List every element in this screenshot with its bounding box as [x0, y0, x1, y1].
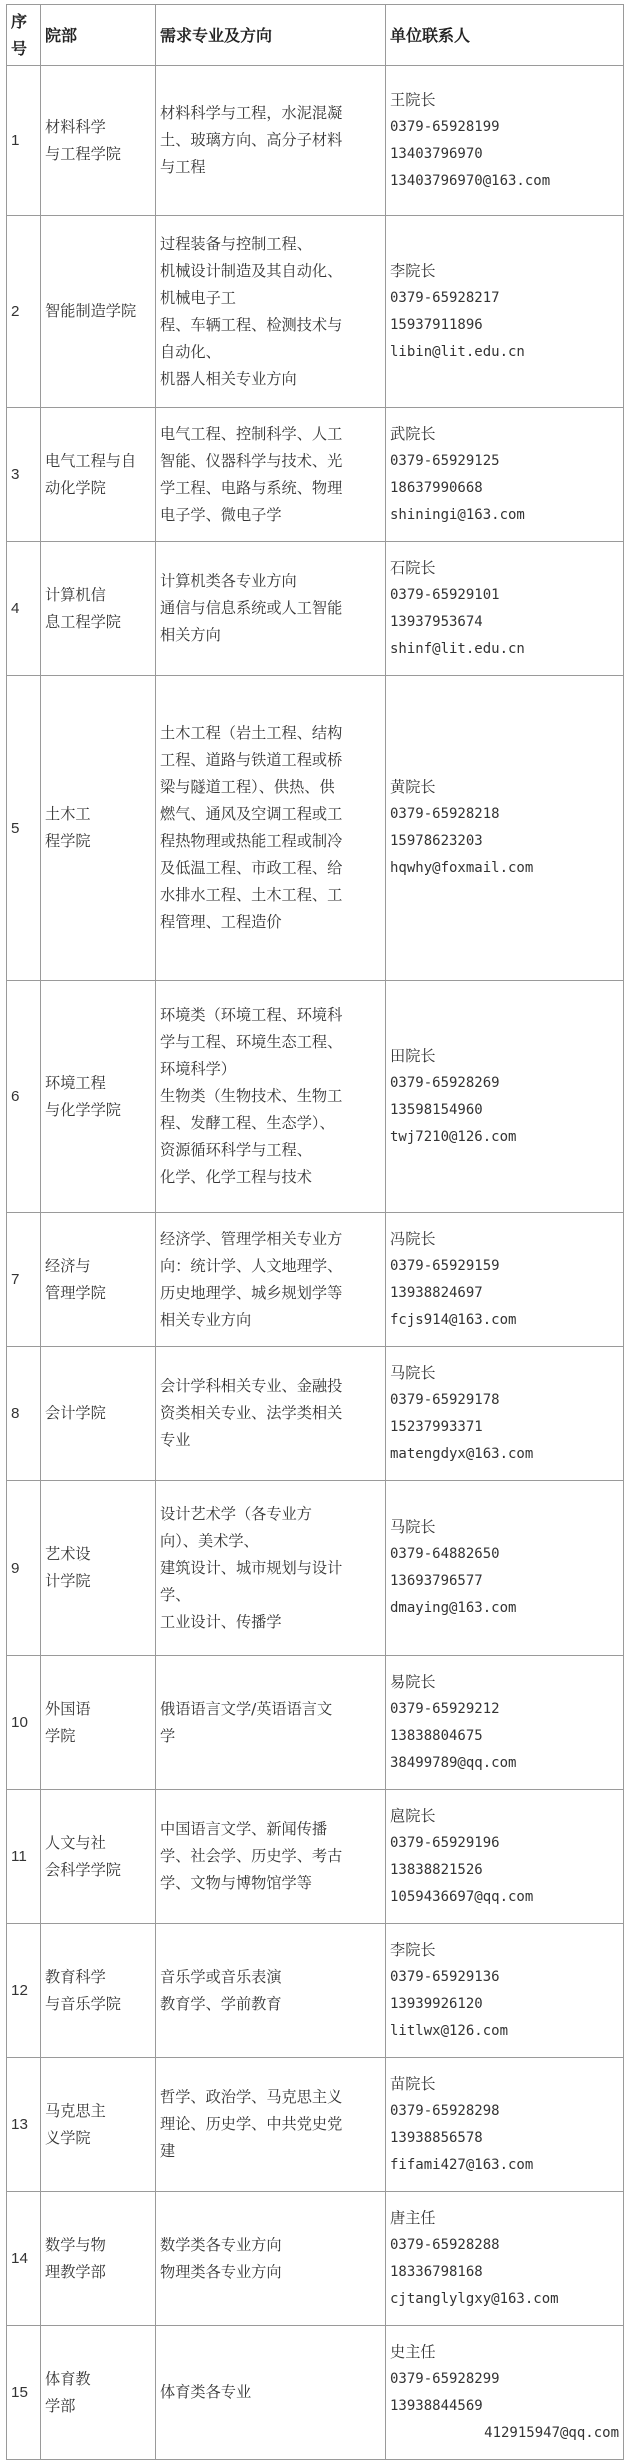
table-row	[7, 2192, 624, 2326]
contact-mobile: 18336798168	[390, 2263, 483, 2280]
header-num: 序号	[7, 5, 41, 66]
contact-phone: 0379-64882650	[390, 1546, 500, 1562]
majors-line: 程、发酵工程、生态学）、	[160, 1114, 335, 1132]
contact-cell	[386, 2192, 624, 2326]
majors-line: 设计艺术学（各专业方	[160, 1504, 312, 1523]
department-line: 会计学院	[45, 1404, 106, 1422]
department-cell	[41, 2326, 156, 2460]
contact-name: 李院长	[390, 261, 436, 280]
department-line: 电气工程与自	[45, 451, 137, 470]
department-cell	[41, 1656, 156, 1790]
majors-line: 学、	[160, 1585, 191, 1604]
department-line: 学院	[45, 1726, 76, 1745]
table-row	[7, 216, 624, 408]
contact-mobile: 15937911896	[390, 316, 483, 333]
contact-name: 苗院长	[390, 2074, 436, 2093]
contact-email[interactable]: 1059436697@qq.com	[390, 1888, 534, 1905]
department-cell	[41, 676, 156, 981]
header-dept: 院部	[41, 5, 156, 66]
contact-phone: 0379-65928269	[390, 1074, 500, 1091]
majors-cell	[156, 66, 386, 216]
contact-mobile: 13838821526	[390, 1861, 483, 1878]
contact-email[interactable]: twj7210@126.com	[390, 1128, 517, 1145]
majors-line: 电气工程、控制科学、人工	[160, 424, 343, 443]
department-line: 义学院	[45, 2128, 91, 2147]
majors-line: 材料科学与工程，水泥混凝	[160, 104, 343, 122]
majors-line: 数学类各专业方向	[160, 2235, 282, 2254]
department-line: 会科学学院	[45, 1860, 121, 1879]
contact-cell	[386, 676, 624, 981]
contact-mobile: 13938844569	[390, 2397, 483, 2414]
majors-line: 学工程、电路与系统、物理	[160, 478, 343, 497]
row-number: 4	[7, 542, 41, 676]
contact-cell	[386, 981, 624, 1213]
contact-mobile: 13693796577	[390, 1573, 483, 1589]
majors-line: 物理类各专业方向	[160, 2262, 282, 2281]
department-line: 程学院	[45, 832, 91, 850]
majors-line: 与工程	[160, 158, 206, 176]
contact-email[interactable]: fifami427@163.com	[390, 2156, 534, 2173]
contact-cell	[386, 1656, 624, 1790]
row-number: 15	[7, 2326, 41, 2460]
department-cell	[41, 2058, 156, 2192]
majors-cell	[156, 1481, 386, 1656]
majors-line: 教育学、学前教育	[160, 1994, 282, 2013]
table-row	[7, 408, 624, 542]
department-line: 马克思主	[45, 2101, 106, 2120]
majors-line: 经济学、管理学相关专业方	[160, 1229, 343, 1248]
majors-line: 音乐学或音乐表演	[160, 1967, 282, 1986]
majors-cell	[156, 2192, 386, 2326]
majors-line: 生物类（生物技术、生物工	[160, 1087, 343, 1105]
row-number: 9	[7, 1481, 41, 1656]
majors-line: 体育类各专业	[160, 2383, 252, 2401]
majors-line: 环境类（环境工程、环境科	[160, 1006, 343, 1024]
contact-name: 冯院长	[390, 1229, 436, 1248]
department-line: 理教学部	[45, 2262, 106, 2281]
majors-line: 历史地理学、城乡规划学等	[160, 1283, 343, 1302]
majors-line: 智能、仪器科学与技术、光	[160, 451, 343, 470]
contact-email[interactable]: cjtanglylgxy@163.com	[390, 2290, 559, 2307]
department-line: 环境工程	[45, 1073, 106, 1092]
contact-mobile: 15237993371	[390, 1418, 483, 1435]
majors-line: 专业	[160, 1431, 191, 1449]
table-row	[7, 66, 624, 216]
majors-line: 学与工程、环境生态工程、	[160, 1033, 343, 1051]
contact-cell	[386, 408, 624, 542]
contact-mobile: 15978623203	[390, 833, 483, 849]
department-line: 艺术设	[45, 1545, 91, 1563]
majors-line: 哲学、政治学、马克思主义	[160, 2088, 343, 2106]
department-line: 与音乐学院	[45, 1994, 121, 2013]
department-cell	[41, 1347, 156, 1481]
table-header	[7, 5, 624, 66]
contact-mobile: 13938856578	[390, 2129, 483, 2146]
majors-cell	[156, 1656, 386, 1790]
contact-name: 黄院长	[390, 778, 436, 796]
department-line: 数学与物	[45, 2235, 106, 2254]
majors-cell	[156, 981, 386, 1213]
contact-phone: 0379-65929196	[390, 1834, 500, 1851]
table-row	[7, 676, 624, 981]
department-cell	[41, 2192, 156, 2326]
contact-name: 扈院长	[390, 1806, 436, 1825]
contact-email[interactable]: fcjs914@163.com	[390, 1311, 517, 1328]
majors-line: 程管理、工程造价	[160, 913, 282, 931]
majors-line: 机械电子工	[160, 288, 236, 307]
contact-name: 马院长	[390, 1363, 436, 1382]
row-number: 7	[7, 1213, 41, 1347]
majors-line: 水排水工程、土木工程、工	[160, 886, 343, 904]
contact-phone: 0379-65929136	[390, 1968, 500, 1985]
majors-cell	[156, 542, 386, 676]
majors-cell	[156, 2058, 386, 2192]
contact-phone: 0379-65929178	[390, 1391, 500, 1408]
department-cell	[41, 66, 156, 216]
majors-line: 自动化、	[160, 342, 221, 361]
table-row	[7, 2326, 624, 2460]
majors-line: 工业设计、传播学	[160, 1612, 282, 1631]
department-line: 动化学院	[45, 478, 106, 497]
majors-line: 程热物理或热能工程或制冷	[160, 832, 343, 850]
contact-name: 史主任	[390, 2342, 436, 2361]
table-row	[7, 981, 624, 1213]
table-row	[7, 1924, 624, 2058]
contact-email[interactable]: matengdyx@163.com	[390, 1445, 534, 1462]
majors-line: 电子学、微电子学	[160, 505, 282, 524]
majors-line: 相关专业方向	[160, 1310, 252, 1329]
contact-cell	[386, 1213, 624, 1347]
table-row	[7, 1656, 624, 1790]
contact-cell	[386, 542, 624, 676]
majors-cell	[156, 408, 386, 542]
header-contact: 单位联系人	[386, 5, 624, 66]
majors-line: 机器人相关专业方向	[160, 369, 297, 388]
contact-phone: 0379-65928299	[390, 2370, 500, 2387]
row-number: 1	[7, 66, 41, 216]
contact-cell	[386, 2058, 624, 2192]
table-body	[7, 66, 624, 2460]
majors-line: 计算机类各专业方向	[160, 572, 297, 590]
contact-cell	[386, 1481, 624, 1656]
contact-phone: 0379-65929212	[390, 1700, 500, 1717]
majors-line: 理论、历史学、中共党史党	[160, 2115, 343, 2133]
contact-email[interactable]: shiningi@163.com	[390, 506, 525, 523]
row-number: 5	[7, 676, 41, 981]
majors-line: 资源循环科学与工程、	[160, 1141, 312, 1159]
department-line: 息工程学院	[45, 612, 121, 631]
contact-cell	[386, 1347, 624, 1481]
contact-name: 武院长	[390, 424, 436, 443]
majors-line: 工程、道路与铁道工程或桥	[160, 751, 343, 769]
contact-cell	[386, 1790, 624, 1924]
contact-cell	[386, 216, 624, 408]
contact-name: 田院长	[390, 1046, 436, 1065]
contact-email[interactable]: 412915947@qq.com	[484, 2424, 619, 2441]
department-line: 教育科学	[45, 1967, 106, 1986]
contact-mobile: 18637990668	[390, 479, 483, 496]
contact-cell	[386, 2326, 624, 2460]
majors-line: 土、玻璃方向、高分子材料	[160, 131, 343, 149]
contact-email[interactable]: litlwx@126.com	[390, 2022, 509, 2039]
majors-line: 向：统计学、人文地理学、	[160, 1256, 343, 1275]
majors-cell	[156, 1790, 386, 1924]
department-line: 管理学院	[45, 1283, 106, 1302]
majors-cell	[156, 676, 386, 981]
department-cell	[41, 1213, 156, 1347]
department-line: 材料科学	[45, 117, 106, 136]
row-number: 10	[7, 1656, 41, 1790]
contact-phone: 0379-65929101	[390, 586, 500, 603]
majors-line: 会计学科相关专业、金融投	[160, 1377, 343, 1395]
contact-name: 李院长	[390, 1940, 436, 1959]
department-cell	[41, 1481, 156, 1656]
contact-mobile: 13403796970	[390, 145, 483, 162]
department-cell	[41, 1924, 156, 2058]
contact-name: 马院长	[390, 1518, 436, 1536]
contact-name: 易院长	[390, 1672, 436, 1691]
department-line: 智能制造学院	[45, 302, 137, 320]
contact-email[interactable]: hqwhy@foxmail.com	[390, 860, 534, 876]
majors-line: 土木工程（岩土工程、结构	[160, 724, 343, 742]
majors-line: 化学、化学工程与技术	[160, 1168, 312, 1186]
contact-phone: 0379-65928218	[390, 806, 500, 822]
majors-line: 环境科学）	[160, 1060, 236, 1078]
department-line: 经济与	[45, 1256, 91, 1275]
contact-mobile: 13937953674	[390, 613, 483, 630]
contact-mobile: 13598154960	[390, 1101, 483, 1118]
majors-line: 相关方向	[160, 626, 221, 644]
contact-phone: 0379-65929125	[390, 452, 500, 469]
header-majors: 需求专业及方向	[156, 5, 386, 66]
contact-email[interactable]: 38499789@qq.com	[390, 1754, 517, 1771]
contact-phone: 0379-65928217	[390, 289, 500, 306]
majors-line: 学	[160, 1726, 176, 1745]
contact-email[interactable]: 13403796970@163.com	[390, 172, 551, 189]
department-line: 与工程学院	[45, 144, 121, 163]
majors-line: 中国语言文学、新闻传播	[160, 1820, 328, 1838]
department-line: 学部	[45, 2396, 76, 2415]
majors-line: 俄语语言文学/英语语言文	[160, 1699, 333, 1718]
majors-line: 通信与信息系统或人工智能	[160, 599, 343, 617]
contact-email[interactable]: shinf@lit.edu.cn	[390, 640, 525, 657]
majors-cell	[156, 1924, 386, 2058]
department-line: 外国语	[45, 1699, 91, 1718]
row-number: 14	[7, 2192, 41, 2326]
department-line: 人文与社	[45, 1833, 106, 1852]
contact-name: 石院长	[390, 558, 436, 577]
majors-line: 及低温工程、市政工程、给	[160, 859, 343, 877]
majors-line: 程、车辆工程、检测技术与	[160, 315, 343, 334]
department-line: 体育教	[45, 2369, 91, 2388]
row-number: 2	[7, 216, 41, 408]
contact-phone: 0379-65928298	[390, 2102, 500, 2119]
table-row	[7, 2058, 624, 2192]
contact-cell	[386, 66, 624, 216]
majors-line: 向）、美术学、	[160, 1531, 259, 1550]
department-cell	[41, 981, 156, 1213]
contact-email[interactable]: libin@lit.edu.cn	[390, 343, 525, 360]
majors-line: 学、文物与博物馆学等	[160, 1874, 312, 1892]
contact-cell	[386, 1924, 624, 2058]
department-cell	[41, 1790, 156, 1924]
majors-line: 建	[160, 2142, 176, 2160]
row-number: 11	[7, 1790, 41, 1924]
contact-email[interactable]: dmaying@163.com	[390, 1600, 517, 1616]
majors-line: 机械设计制造及其自动化、	[160, 261, 343, 280]
contact-phone: 0379-65928199	[390, 118, 500, 135]
contact-name: 王院长	[390, 90, 436, 109]
table-row	[7, 542, 624, 676]
majors-cell	[156, 216, 386, 408]
department-line: 计学院	[45, 1572, 91, 1590]
row-number: 12	[7, 1924, 41, 2058]
department-cell	[41, 408, 156, 542]
contact-phone: 0379-65928288	[390, 2236, 500, 2253]
contact-mobile: 13939926120	[390, 1995, 483, 2012]
majors-line: 学、社会学、历史学、考古	[160, 1847, 343, 1865]
row-number: 6	[7, 981, 41, 1213]
department-line: 与化学学院	[45, 1100, 121, 1119]
majors-line: 梁与隧道工程）、供热、供	[160, 778, 335, 796]
department-cell	[41, 542, 156, 676]
majors-line: 资类相关专业、法学类相关	[160, 1404, 343, 1422]
contact-phone: 0379-65929159	[390, 1257, 500, 1274]
majors-cell	[156, 2326, 386, 2460]
department-cell	[41, 216, 156, 408]
row-number: 13	[7, 2058, 41, 2192]
majors-line: 过程装备与控制工程、	[160, 234, 312, 253]
majors-cell	[156, 1347, 386, 1481]
department-line: 计算机信	[45, 585, 106, 604]
recruitment-table	[6, 4, 624, 2460]
majors-line: 建筑设计、城市规划与设计	[160, 1558, 343, 1577]
table-row	[7, 1213, 624, 1347]
row-number: 8	[7, 1347, 41, 1481]
contact-mobile: 13838804675	[390, 1727, 483, 1744]
majors-line: 燃气、通风及空调工程或工	[160, 805, 343, 823]
table-row	[7, 1347, 624, 1481]
table-row	[7, 1481, 624, 1656]
table-row	[7, 1790, 624, 1924]
department-line: 土木工	[45, 805, 91, 823]
majors-cell	[156, 1213, 386, 1347]
contact-mobile: 13938824697	[390, 1284, 483, 1301]
row-number: 3	[7, 408, 41, 542]
contact-name: 唐主任	[390, 2208, 436, 2227]
